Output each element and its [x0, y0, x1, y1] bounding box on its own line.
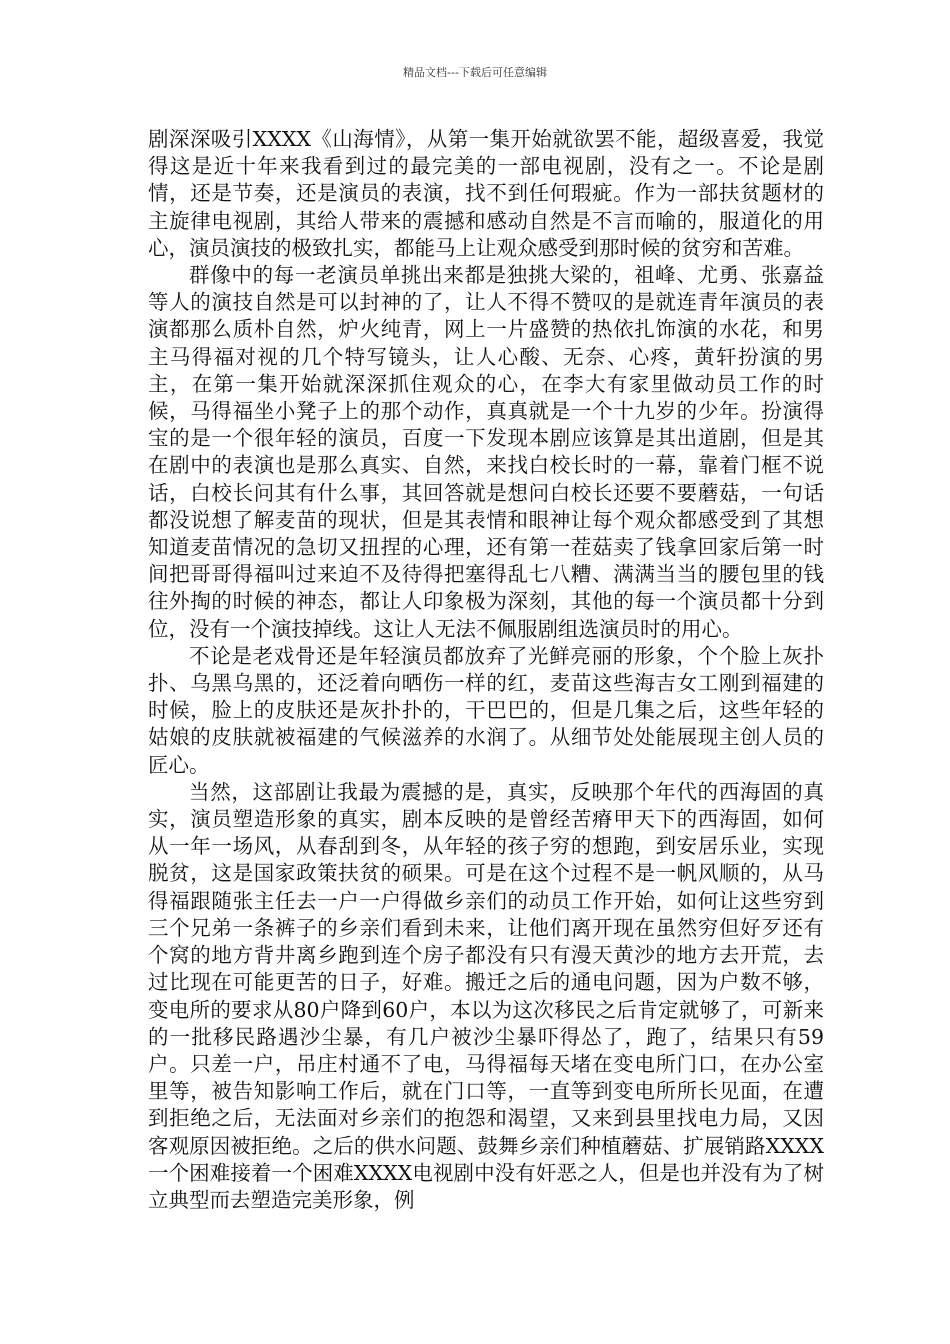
- paragraph-4: 当然，这部剧让我最为震撼的是，真实，反映那个年代的西海固的真实，演员塑造形象的真实，剧本反映的是曾经苦瘠甲天下的西海固，如何从一年一场风，从春刮到冬，从年轻的孩子穷的想跑，到安居乐业，实现脱贫，这是国家政策扶贫的硕果。可是在这个过程不是一帆风顺的，从马得福跟随张主任去一户一户得做乡亲们的动员工作开始，如何让这些穷到三个兄弟一条裤子的乡亲们看到未来，让他们离开现在虽然穷但好歹还有个窝的地方背井离乡跑到连个房子都没有只有漫天黄沙的地方去开荒，去过比现在可能更苦的日子，好难。搬迁之后的通电问题，因为户数不够，变电所的要求从80户降到60户，本以为这次移民之后肯定就够了，可新来的一批移民路遇沙尘暴，有几户被沙尘暴吓得怂了，跑了，结果只有59户。只差一户，吊庄村通不了电，马得福每天堵在变电所门口，在办公室里等，被告知影响工作后，就在门口等，一直等到变电所所长见面，在遭到拒绝之后，无法面对乡亲们的抱怨和渴望，又来到县里找电力局，又因客观原因被拒绝。之后的供水问题、鼓舞乡亲们种植蘑菇、扩展销路XXXX一个困难接着一个困难XXXX电视剧中没有奸恶之人，但是也并没有为了树立典型而去塑造完美形象，例: [148, 779, 824, 1212]
- page-header: 精品文档---下载后可任意编辑: [403, 66, 547, 79]
- paragraph-3: 不论是老戏骨还是年轻演员都放弃了光鲜亮丽的形象，个个脸上灰扑扑、乌黑乌黑的，还泛着向晒伤一样的红，麦苗这些海吉女工刚到福建的时候，脸上的皮肤还是灰扑扑的，干巴巴的，但是几集之后，这些年轻的姑娘的皮肤就被福建的气候滋养的水润了。从细节处处能展现主创人员的匠心。: [148, 643, 824, 777]
- document-body: [148, 126, 824, 1214]
- paragraph-2: 群像中的每一老演员单挑出来都是独挑大梁的，祖峰、尤勇、张嘉益等人的演技自然是可以封神的了，让人不得不赞叹的是就连青年演员的表演都那么质朴自然，炉火纯青，网上一片盛赞的热依扎饰演的水花，和男主马得福对视的几个特写镜头，让人心酸、无奈、心疼，黄轩扮演的男主，在第一集开始就深深抓住观众的心，在李大有家里做动员工作的时候，马得福坐小凳子上的那个动作，真真就是一个十九岁的少年。扮演得宝的是一个很年轻的演员，百度一下发现本剧应该算是其出道剧，但是其在剧中的表演也是那么真实、自然，来找白校长时的一幕，靠着门框不说话，白校长问其有什么事，其回答就是想问白校长还要不要蘑菇，一句话都没说想了解麦苗的现状，但是其表情和眼神让每个观众都感受到了其想知道麦苗情况的急切又扭捏的心理，还有第一茬菇卖了钱拿回家后第一时间把哥哥得福叫过来迫不及待得把塞得乱七八糟、满满当当的腰包里的钱往外掏的时候的神态，都让人印象极为深刻，其他的每一个演员都十分到位，没有一个演技掉线。这让人无法不佩服剧组选演员时的用心。: [148, 263, 824, 641]
- paragraph-1: 剧深深吸引XXXX《山海情》，从第一集开始就欲罢不能，超级喜爱，我觉得这是近十年来我看到过的最完美的一部电视剧，没有之一。不论是剧情，还是节奏，还是演员的表演，找不到任何瑕疵。作为一部扶贫题材的主旋律电视剧，其给人带来的震撼和感动自然是不言而喻的，服道化的用心，演员演技的极致扎实，都能马上让观众感受到那时候的贫穷和苦难。: [148, 127, 824, 260]
